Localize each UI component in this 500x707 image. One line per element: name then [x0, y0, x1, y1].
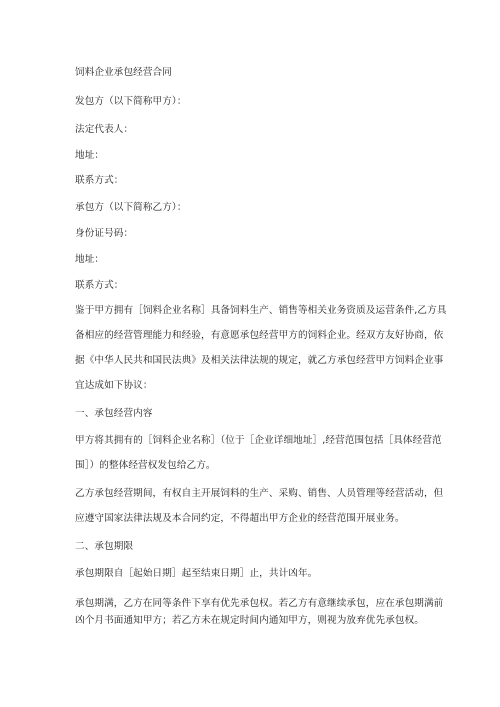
preamble-line: 宜达成如下协议：	[75, 380, 153, 391]
party-a-heading: 发包方（以下简称甲方）：	[75, 96, 187, 107]
preamble-line: 据《中华人民共和国民法典》及相关法律法规的规定，就乙方承包经营甲方饲料企业事	[75, 355, 444, 366]
party-a-contact-field: 联系方式：	[75, 175, 124, 186]
document-title: 饲料企业承包经营合同	[75, 67, 172, 78]
party-b-contact-field: 联系方式：	[75, 280, 124, 291]
party-a-address-field: 地址：	[75, 150, 105, 161]
section-2-heading: 二、承包期限	[75, 541, 134, 552]
section-2-para-2-line: 承包期满，乙方在同等条件下享有优先承包权。若乙方有意继续承包，应在承包期满前	[75, 598, 444, 609]
section-1-heading: 一、承包经营内容	[75, 408, 153, 419]
section-1-para-2-line: 应遵守国家法律法规及本合同约定，不得超出甲方企业的经营范围开展业务。	[75, 513, 405, 524]
section-1-para-2-line: 乙方承包经营期间，有权自主开展饲料的生产、采购、销售、人员管理等经营活动，但	[75, 488, 444, 499]
section-2-para-1-line: 承包期限自［起始日期］起至结束日期］止，共计凶年。	[75, 568, 318, 579]
preamble-line: 鉴于甲方拥有［饲料企业名称］具备饲料生产、销售等相关业务资质及运营条件,乙方具	[75, 305, 447, 316]
preamble-line: 备相应的经营管理能力和经验，有意愿承包经营甲方的饲料企业。经双方友好协商，依	[75, 330, 444, 341]
party-b-heading: 承包方（以下简称乙方）：	[75, 202, 187, 213]
section-1-para-1-line: 甲方将其拥有的［饲料企业名称］（位于［企业详细地址］,经营范围包括［具体经营范	[75, 435, 442, 446]
party-b-address-field: 地址：	[75, 254, 105, 265]
section-1-para-1-line: 围］）的整体经营权发包给乙方。	[75, 460, 216, 471]
party-b-id-field: 身份证号码：	[75, 228, 134, 239]
section-2-para-2-line: 凶个月书面通知甲方；若乙方未在规定时间内通知甲方，则视为放弃优先承包权。	[75, 615, 424, 626]
party-a-legal-rep-field: 法定代表人：	[75, 124, 134, 135]
